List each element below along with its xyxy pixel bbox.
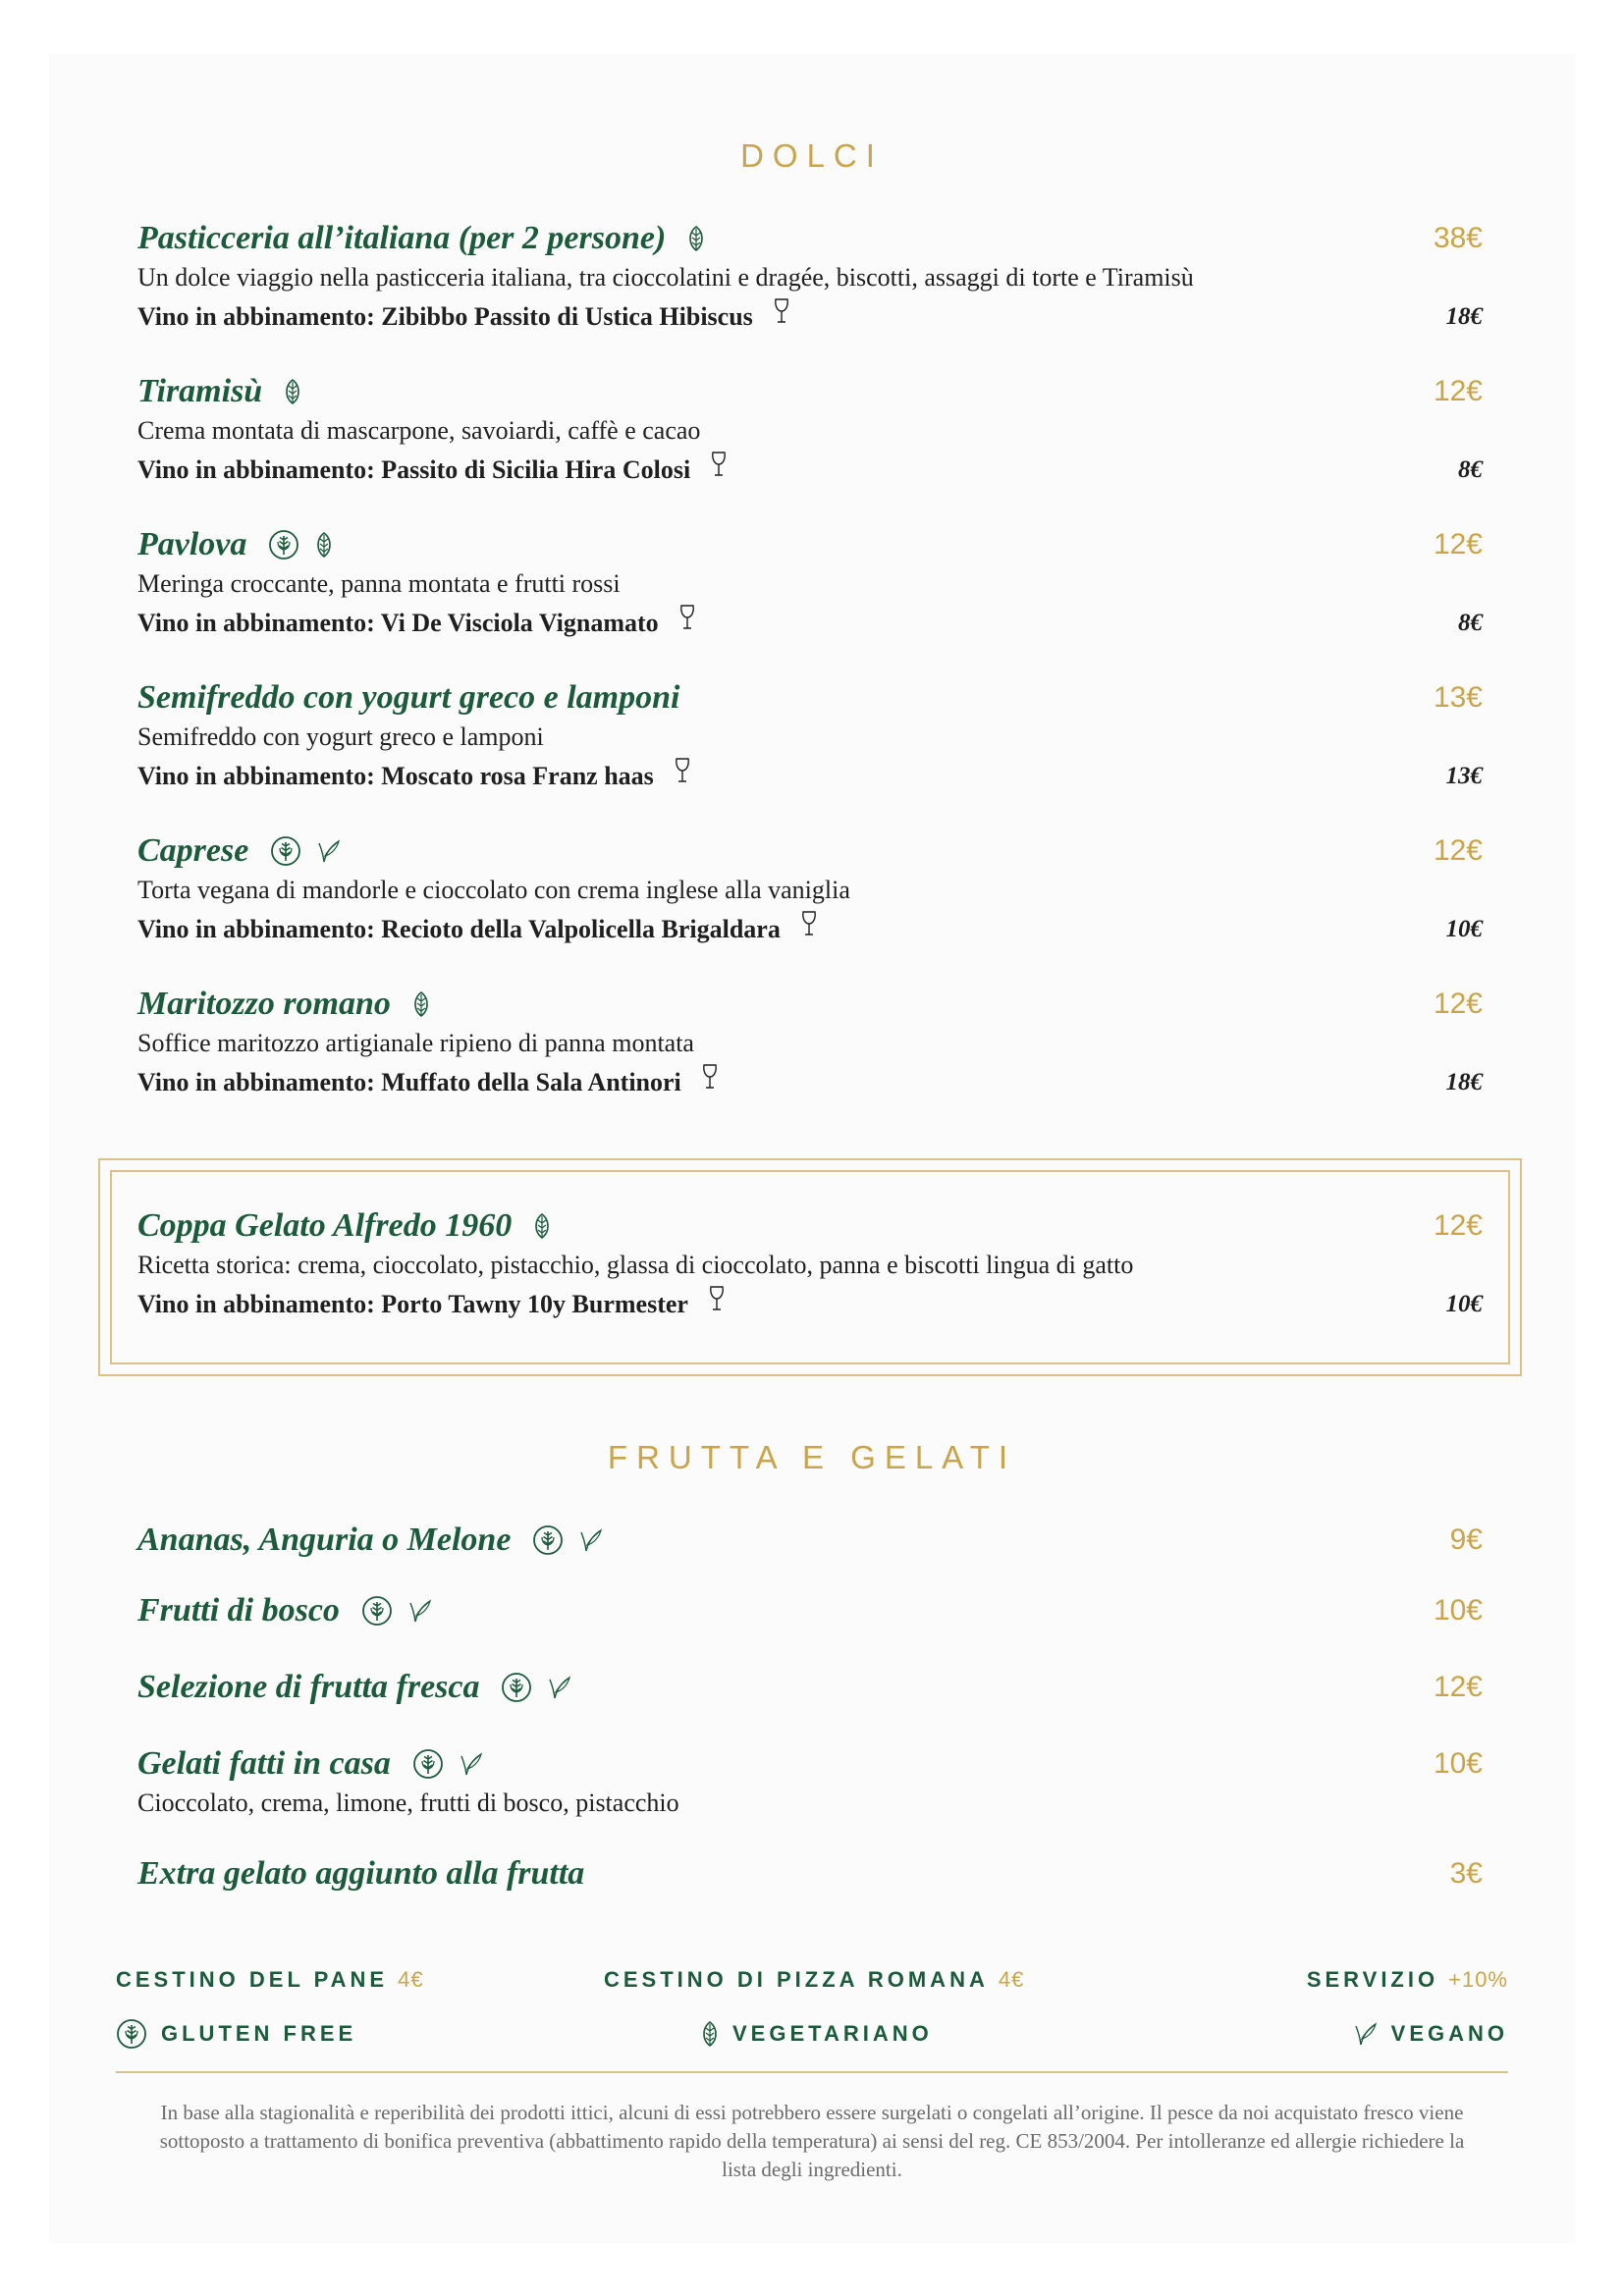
wine-pairing xyxy=(137,296,1483,338)
wine-pairing-price: 8€ xyxy=(1458,610,1483,636)
wine-pairing-text: Vino in abbinamento: Zibibbo Passito di Ustica Hibiscus xyxy=(137,302,753,331)
service-value: +10% xyxy=(1448,1967,1508,1992)
item-price: 10€ xyxy=(1433,1747,1483,1780)
item-name: Extra gelato aggiunto alla frutta xyxy=(137,1855,585,1892)
item-name-row xyxy=(137,1853,1483,1895)
section-title-frutta-e-gelati: FRUTTA E GELATI xyxy=(607,1439,1017,1475)
item-name-row xyxy=(137,1743,1483,1785)
bread-basket xyxy=(116,1963,424,1997)
menu-item-extra-gelato-aggiunto-alla-frutta xyxy=(137,1853,1483,1895)
wine-pairing-text: Vino in abbinamento: Muffato della Sala Antinori xyxy=(137,1068,681,1096)
legend-gluten-free-label: GLUTEN FREE xyxy=(161,2021,357,2046)
legend-vegetarian-label: VEGETARIANO xyxy=(732,2021,933,2046)
wine-pairing xyxy=(137,450,1483,491)
legend-vegan-label: VEGANO xyxy=(1390,2021,1508,2046)
wine-pairing-text: Vino in abbinamento: Porto Tawny 10y Burmester xyxy=(137,1290,688,1318)
item-description: Crema montata di mascarpone, savoiardi, caffè e cacao xyxy=(137,416,701,445)
legend-vegan xyxy=(1354,2017,1508,2051)
wine-pairing-price: 10€ xyxy=(1445,916,1483,942)
item-price: 12€ xyxy=(1433,1671,1483,1703)
wine-pairing-price: 10€ xyxy=(1445,1291,1483,1317)
gluten-free-icon xyxy=(532,1524,564,1556)
item-name: Pavlova xyxy=(137,526,247,562)
item-name: Ananas, Anguria o Melone xyxy=(137,1522,512,1558)
vegan-icon xyxy=(408,1598,432,1624)
pizza-basket-label: CESTINO DI PIZZA ROMANA xyxy=(604,1967,989,1992)
bread-basket-label: CESTINO DEL PANE xyxy=(116,1967,389,1992)
item-name-row xyxy=(137,371,1483,412)
wine-pairing xyxy=(137,909,1483,950)
gluten-free-icon xyxy=(270,835,301,867)
gluten-free-icon xyxy=(268,529,299,561)
item-name: Frutti di bosco xyxy=(137,1592,340,1629)
wine-pairing-price: 18€ xyxy=(1445,303,1483,330)
wine-pairing-text: Vino in abbinamento: Recioto della Valpolicella Brigaldara xyxy=(137,915,781,943)
menu-item-tiramisu xyxy=(137,371,1483,491)
item-price: 38€ xyxy=(1433,222,1483,254)
gluten-free-icon xyxy=(501,1672,532,1703)
legend-row xyxy=(116,2017,1508,2051)
item-price: 12€ xyxy=(1433,528,1483,561)
gluten-free-icon xyxy=(361,1595,393,1627)
wine-pairing xyxy=(137,756,1483,797)
vegetarian-icon xyxy=(412,990,430,1018)
item-name-row xyxy=(137,218,1483,259)
gluten-free-icon xyxy=(116,2018,147,2050)
vegan-icon xyxy=(548,1675,571,1700)
item-name-row xyxy=(137,1667,1483,1708)
menu-item-maritozzo-romano xyxy=(137,984,1483,1103)
wine-glass-icon xyxy=(710,450,728,491)
menu-item-gelati-fatti-in-casa xyxy=(137,1743,1483,1822)
vegan-icon xyxy=(460,1751,483,1777)
wine-glass-icon xyxy=(674,756,691,797)
vegetarian-icon xyxy=(315,531,333,559)
service-charge xyxy=(1307,1963,1508,1997)
wine-pairing-price: 13€ xyxy=(1445,763,1483,789)
item-price: 10€ xyxy=(1433,1594,1483,1627)
item-name: Tiramisù xyxy=(137,373,263,409)
menu-item-selezione-di-frutta-fresca xyxy=(137,1667,1483,1708)
wine-glass-icon xyxy=(708,1284,726,1325)
vegan-icon xyxy=(317,838,341,864)
item-price: 13€ xyxy=(1433,681,1483,714)
item-name-row xyxy=(137,524,1483,565)
disclaimer-note: In base alla stagionalità e reperibilità dei prodotti ittici, alcuni di essi potrebbero essere surgelati o congelati all’origine. Il pesce da noi acquistato fresco viene sottoposto a trattamento di bonifica preventiva (abbattimento rapido della temperatura) ai sensi del reg. CE 853/2004. Per intolleranze ed allergie richiedere la lista degli ingredienti. xyxy=(159,2101,1465,2181)
footer-divider xyxy=(116,2071,1508,2073)
menu-item-frutti-di-bosco xyxy=(137,1590,1483,1631)
bread-basket-price: 4€ xyxy=(398,1967,424,1992)
menu-item-pavlova xyxy=(137,524,1483,644)
legend-gluten-free xyxy=(116,2017,356,2051)
item-description: Torta vegana di mandorle e cioccolato con crema inglese alla vaniglia xyxy=(137,876,850,904)
wine-pairing-text: Vino in abbinamento: Passito di Sicilia Hira Colosi xyxy=(137,455,691,484)
extras-row xyxy=(116,1963,1508,1997)
pizza-basket-price: 4€ xyxy=(998,1967,1025,1992)
item-name: Pasticceria all’italiana (per 2 persone) xyxy=(137,220,667,256)
wine-glass-icon xyxy=(800,909,818,950)
gluten-free-icon xyxy=(412,1748,444,1780)
wine-glass-icon xyxy=(678,603,696,644)
menu-item-caprese xyxy=(137,830,1483,950)
legend-vegetarian xyxy=(701,2017,933,2051)
wine-pairing xyxy=(137,1284,1483,1325)
item-price: 9€ xyxy=(1449,1523,1483,1556)
pizza-basket xyxy=(604,1963,1024,1997)
item-name-row xyxy=(137,1205,1483,1247)
item-name: Caprese xyxy=(137,832,249,869)
item-price: 12€ xyxy=(1433,988,1483,1020)
menu-item-ananas-anguria-o-melone xyxy=(137,1520,1483,1561)
item-name-row xyxy=(137,984,1483,1025)
item-description: Meringa croccante, panna montata e frutti rossi xyxy=(137,569,621,598)
wine-pairing-price: 18€ xyxy=(1445,1069,1483,1095)
menu-item-semifreddo-con-yogurt-greco-e-lamponi xyxy=(137,677,1483,797)
wine-glass-icon xyxy=(773,296,790,338)
wine-pairing-text: Vino in abbinamento: Vi De Visciola Vignamato xyxy=(137,609,659,637)
vegetarian-icon xyxy=(701,2020,719,2048)
item-name: Maritozzo romano xyxy=(137,986,391,1022)
vegetarian-icon xyxy=(533,1212,551,1240)
vegan-icon xyxy=(579,1527,603,1553)
vegetarian-icon xyxy=(687,225,705,252)
item-description: Cioccolato, crema, limone, frutti di bosco, pistacchio xyxy=(137,1789,679,1817)
item-description: Soffice maritozzo artigianale ripieno di panna montata xyxy=(137,1029,694,1057)
section-title-dolci: DOLCI xyxy=(740,137,884,174)
item-price: 12€ xyxy=(1433,1209,1483,1242)
wine-pairing-price: 8€ xyxy=(1458,456,1483,483)
item-description: Semifreddo con yogurt greco e lamponi xyxy=(137,722,544,751)
wine-pairing-text: Vino in abbinamento: Moscato rosa Franz haas xyxy=(137,762,654,790)
wine-pairing xyxy=(137,1062,1483,1103)
vegan-icon xyxy=(1354,2021,1378,2047)
menu-item-pasticceria-all-italiana-per-2-persone xyxy=(137,218,1483,338)
item-name-row xyxy=(137,830,1483,872)
item-price: 12€ xyxy=(1433,834,1483,867)
item-name-row xyxy=(137,1590,1483,1631)
item-name: Coppa Gelato Alfredo 1960 xyxy=(137,1207,513,1244)
vegetarian-icon xyxy=(284,378,301,405)
item-name: Selezione di frutta fresca xyxy=(137,1669,480,1705)
wine-glass-icon xyxy=(701,1062,719,1103)
item-name: Gelati fatti in casa xyxy=(137,1745,391,1782)
item-description: Ricetta storica: crema, cioccolato, pistacchio, glassa di cioccolato, panna e biscotti lingua di gatto xyxy=(137,1251,1134,1279)
item-name: Semifreddo con yogurt greco e lamponi xyxy=(137,679,680,716)
item-name-row xyxy=(137,1520,1483,1561)
item-price: 12€ xyxy=(1433,375,1483,407)
menu-item-coppa-gelato-alfredo-1960 xyxy=(137,1205,1483,1325)
item-name-row xyxy=(137,677,1483,719)
item-price: 3€ xyxy=(1449,1857,1483,1890)
service-label: SERVIZIO xyxy=(1306,1967,1439,1992)
wine-pairing xyxy=(137,603,1483,644)
item-description: Un dolce viaggio nella pasticceria italiana, tra cioccolatini e dragée, biscotti, assaggi di torte e Tiramisù xyxy=(137,263,1194,292)
